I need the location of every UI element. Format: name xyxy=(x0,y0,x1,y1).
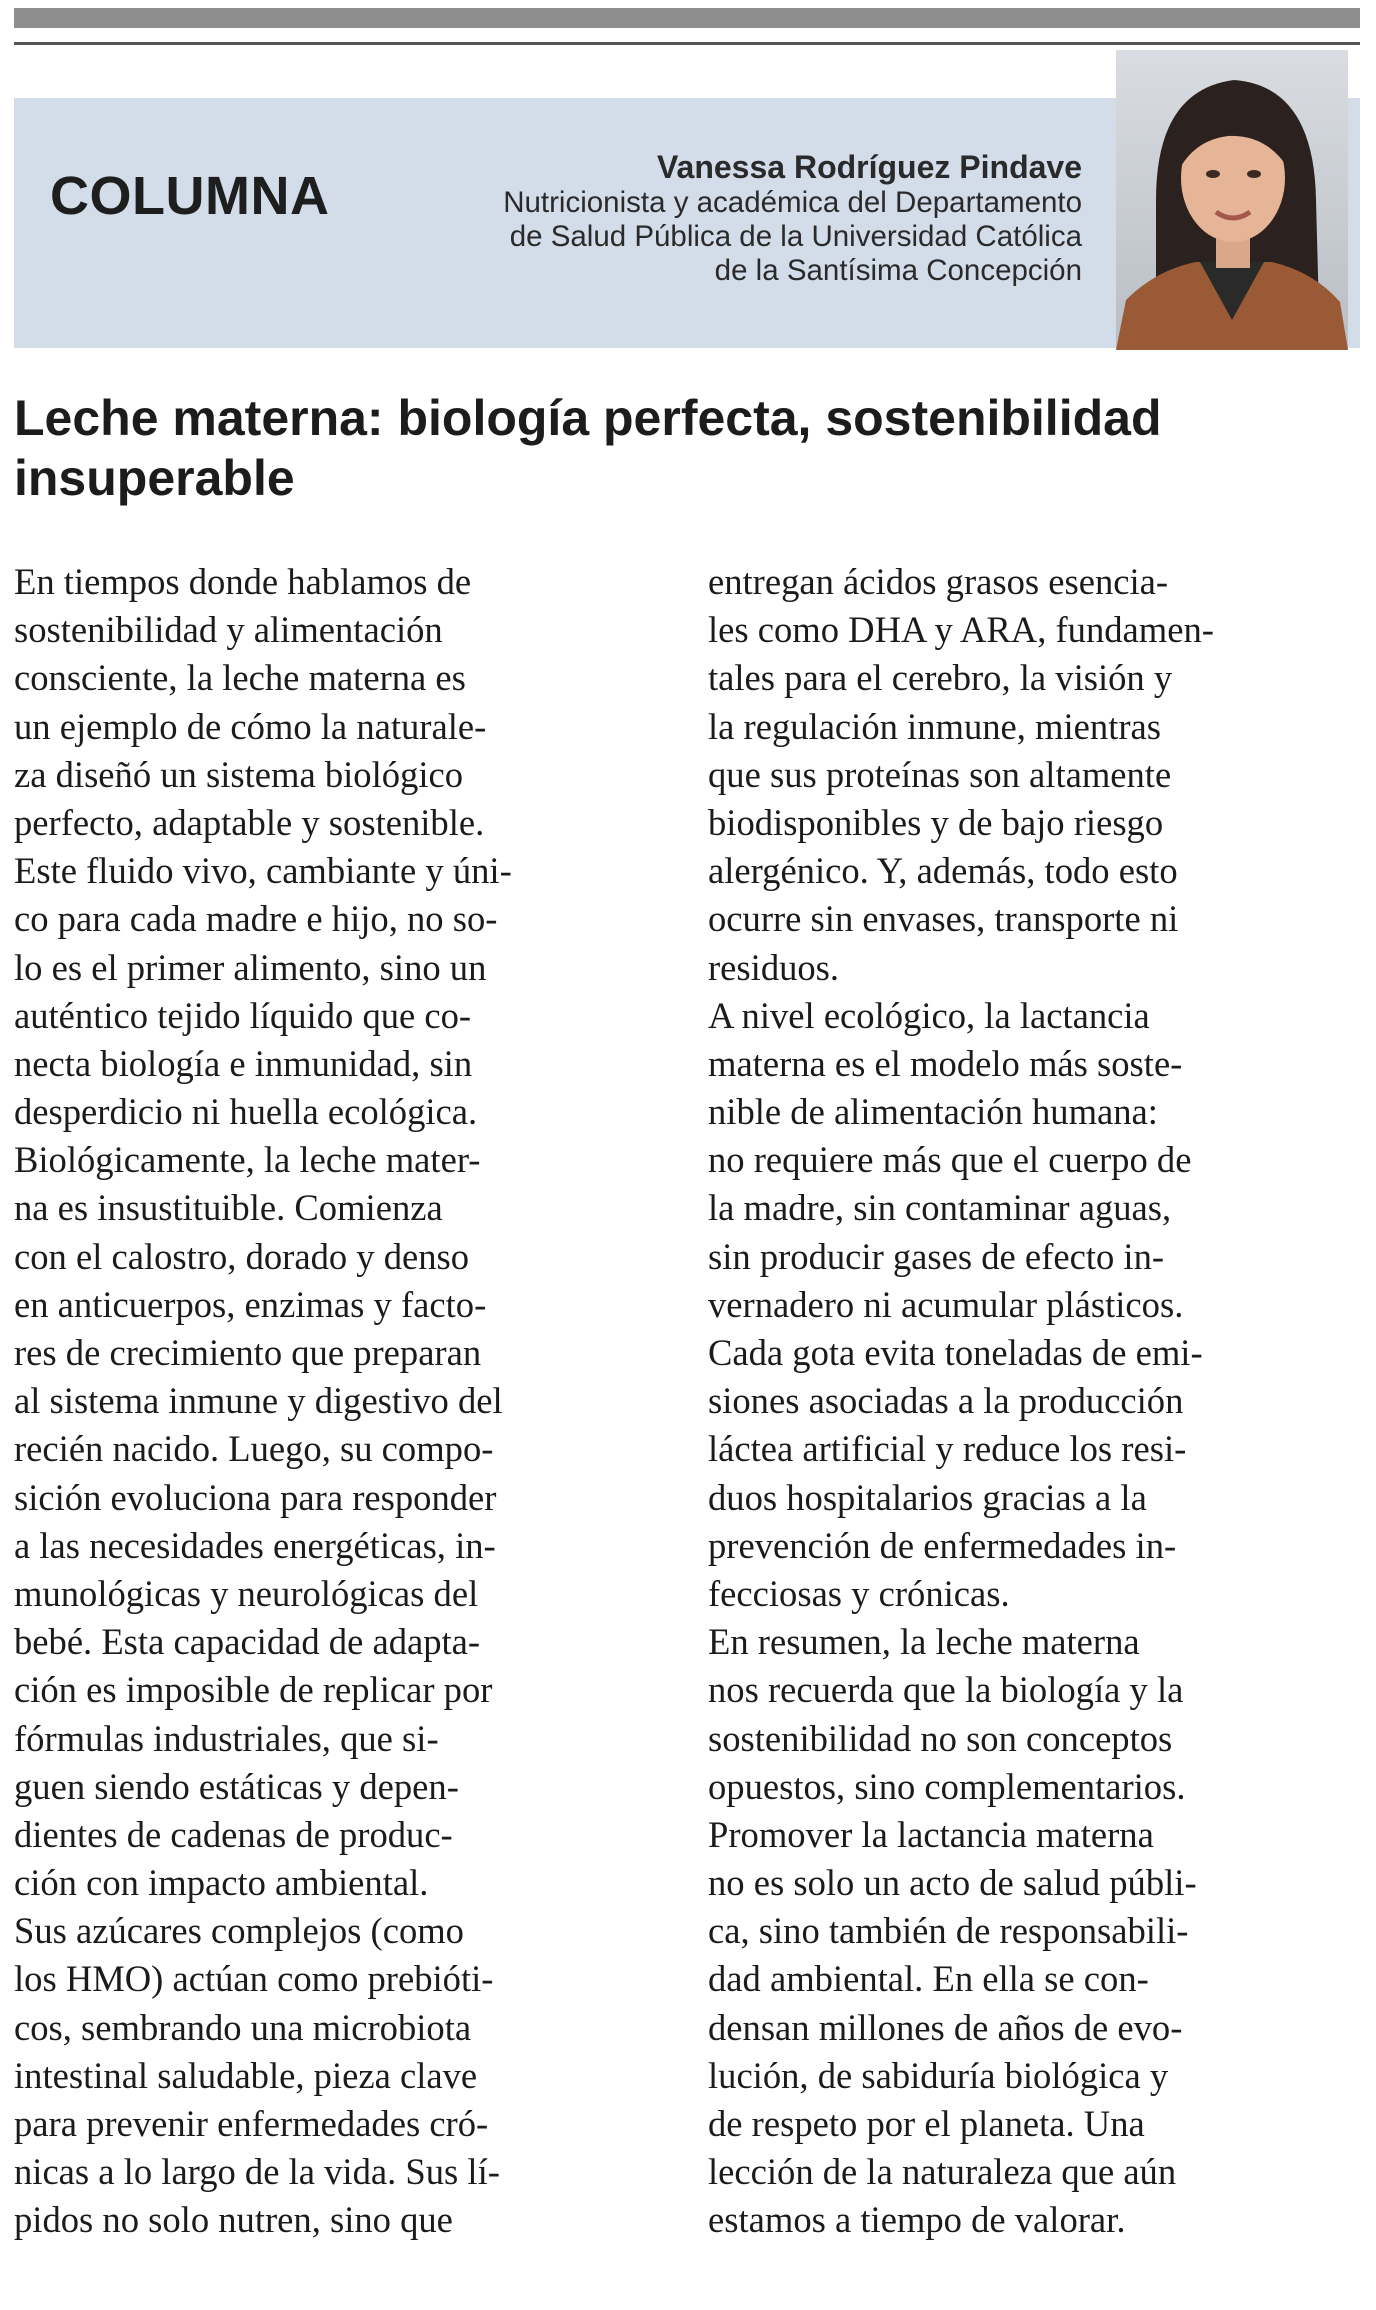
body-text-line: no requiere más que el cuerpo de xyxy=(708,1139,1192,1181)
body-text-line: na es insustituible. Comienza xyxy=(14,1187,443,1229)
author-portrait-image xyxy=(1116,50,1348,350)
body-text-line: En resumen, la leche materna xyxy=(708,1621,1140,1663)
body-text-line: un ejemplo de cómo la naturale- xyxy=(14,705,487,747)
top-rule xyxy=(14,8,1360,28)
body-text-line: perfecto, adaptable y sostenible. xyxy=(14,801,485,843)
headline-line: Leche materna: biología perfecta, sostenibilidad xyxy=(14,390,1162,446)
body-text-line: desperdicio ni huella ecológica. xyxy=(14,1091,478,1133)
body-text-line: residuos. xyxy=(708,946,840,988)
body-text-line: dad ambiental. En ella se con- xyxy=(708,1958,1149,2000)
body-text-line: lección de la naturaleza que aún xyxy=(708,2151,1177,2193)
body-column-2 xyxy=(708,558,1358,2245)
section-label: COLUMNA xyxy=(50,166,330,226)
body-text-line: En tiempos donde hablamos de xyxy=(14,561,472,602)
body-text-line: Promover la lactancia materna xyxy=(708,1813,1154,1855)
body-text-line: auténtico tejido líquido que co- xyxy=(14,994,472,1036)
body-text-line: za diseñó un sistema biológico xyxy=(14,753,464,795)
body-column-1 xyxy=(14,558,664,2245)
headline xyxy=(14,388,1344,508)
body-text-line: nos recuerda que la biología y la xyxy=(708,1669,1184,1711)
body-text-line: les como DHA y ARA, fundamen- xyxy=(708,609,1214,651)
body-text-line: materna es el modelo más soste- xyxy=(708,1042,1183,1084)
author-photo xyxy=(1116,50,1348,350)
body-text-line: co para cada madre e hijo, no so- xyxy=(14,898,498,940)
body-text-line: ca, sino también de responsabili- xyxy=(708,1910,1189,1952)
body-text-line: Sus azúcares complejos (como xyxy=(14,1910,464,1952)
body-text-line: de respeto por el planeta. Una xyxy=(708,2103,1145,2144)
body-text-line: lo es el primer alimento, sino un xyxy=(14,946,487,988)
body-text-line: sostenibilidad no son conceptos xyxy=(708,1717,1173,1759)
body-text-line: intestinal saludable, pieza clave xyxy=(14,2054,478,2096)
author-role-line: de Salud Pública de la Universidad Católica xyxy=(509,220,1082,253)
body-text-line: tales para el cerebro, la visión y xyxy=(708,657,1173,699)
author-name: Vanessa Rodríguez Pindave xyxy=(656,149,1082,185)
body-text-line: munológicas y neurológicas del xyxy=(14,1572,479,1614)
body-text-line: sostenibilidad y alimentación xyxy=(14,609,443,651)
body-text-line: entregan ácidos grasos esencia- xyxy=(708,561,1169,602)
body-text-line: res de crecimiento que preparan xyxy=(14,1332,482,1373)
headline-line: insuperable xyxy=(14,450,295,506)
body-text-line: fórmulas industriales, que si- xyxy=(14,1717,439,1759)
body-text-line: necta biología e inmunidad, sin xyxy=(14,1042,473,1084)
body-text-line: la madre, sin contaminar aguas, xyxy=(708,1187,1172,1229)
body-text-line: ción es imposible de replicar por xyxy=(14,1669,493,1711)
body-text-line: A nivel ecológico, la lactancia xyxy=(708,994,1150,1036)
body-text-line: vernadero ni acumular plásticos. xyxy=(708,1283,1184,1325)
body-text-line: recién nacido. Luego, su compo- xyxy=(14,1428,494,1470)
body-text-line: opuestos, sino complementarios. xyxy=(708,1765,1186,1807)
body-text-line: bebé. Esta capacidad de adapta- xyxy=(14,1621,481,1663)
body-text-line: para prevenir enfermedades cró- xyxy=(14,2103,489,2144)
body-text-line: lución, de sabiduría biológica y xyxy=(708,2054,1169,2096)
body-text-line: estamos a tiempo de valorar. xyxy=(708,2199,1126,2241)
body-text-line: Cada gota evita toneladas de emi- xyxy=(708,1332,1203,1373)
body-text-line: consciente, la leche materna es xyxy=(14,657,466,699)
body-text-line: los HMO) actúan como prebióti- xyxy=(14,1958,494,2000)
body-text-line: nicas a lo largo de la vida. Sus lí- xyxy=(14,2151,500,2193)
body-text-line: sin producir gases de efecto in- xyxy=(708,1235,1165,1277)
body-text-line: en anticuerpos, enzimas y facto- xyxy=(14,1283,487,1325)
body-text-line: nible de alimentación humana: xyxy=(708,1091,1158,1133)
body-text-line: la regulación inmune, mientras xyxy=(708,705,1162,747)
author-role-line: de la Santísima Concepción xyxy=(714,254,1082,287)
body-text-line: cos, sembrando una microbiota xyxy=(14,2006,472,2048)
body-text-line: dientes de cadenas de produc- xyxy=(14,1813,453,1855)
body-text-line: láctea artificial y reduce los resi- xyxy=(708,1428,1187,1470)
body-text-line: Este fluido vivo, cambiante y úni- xyxy=(14,850,512,892)
body-text-line: ción con impacto ambiental. xyxy=(14,1862,429,1904)
body-text-line: duos hospitalarios gracias a la xyxy=(708,1476,1147,1518)
author-role-line: Nutricionista y académica del Departamento xyxy=(503,186,1082,219)
body-text-line: densan millones de años de evo- xyxy=(708,2006,1183,2048)
body-text-line: con el calostro, dorado y denso xyxy=(14,1235,470,1277)
body-text-line: alergénico. Y, además, todo esto xyxy=(708,850,1178,892)
body-text-line: ocurre sin envases, transporte ni xyxy=(708,898,1179,940)
body-text-line: siones asociadas a la producción xyxy=(708,1380,1184,1422)
body-text-line: que sus proteínas son altamente xyxy=(708,753,1172,795)
author-byline xyxy=(322,148,1082,288)
body-text-line: prevención de enfermedades in- xyxy=(708,1524,1177,1566)
body-text-line: Biológicamente, la leche mater- xyxy=(14,1139,481,1181)
top-divider xyxy=(14,42,1360,45)
body-text-line: al sistema inmune y digestivo del xyxy=(14,1380,503,1422)
body-text-line: pidos no solo nutren, sino que xyxy=(14,2199,453,2241)
body-text-line: guen siendo estáticas y depen- xyxy=(14,1765,459,1807)
body-text-line: no es solo un acto de salud públi- xyxy=(708,1862,1197,1904)
body-text-line: a las necesidades energéticas, in- xyxy=(14,1524,496,1566)
body-text-line: fecciosas y crónicas. xyxy=(708,1572,1010,1614)
body-text-line: sición evoluciona para responder xyxy=(14,1476,497,1518)
body-text-line: biodisponibles y de bajo riesgo xyxy=(708,801,1164,843)
